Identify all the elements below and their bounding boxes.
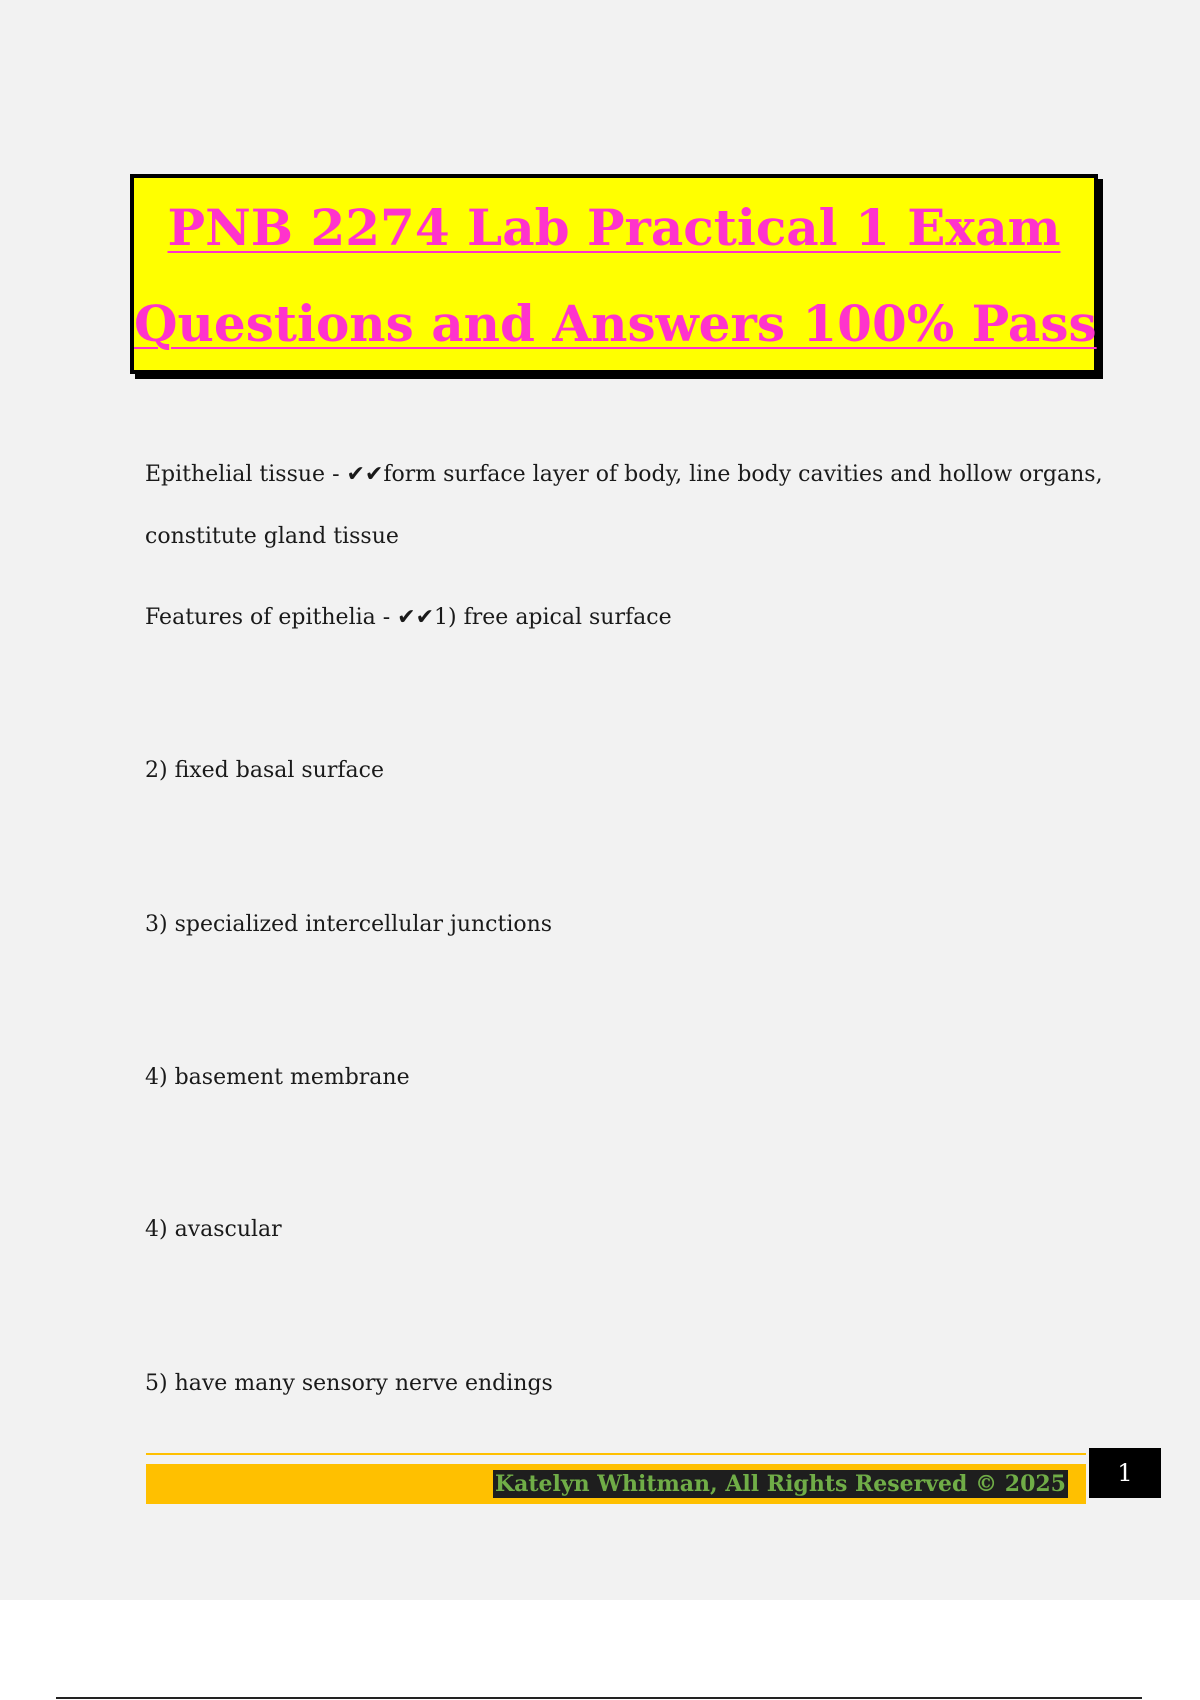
- list-item: [145, 1199, 1085, 1261]
- page-number: 1: [1089, 1448, 1161, 1498]
- title-line-1: PNB 2274 Lab Practical 1 Exam: [167, 198, 1061, 257]
- entry-text: 2) fixed basal surface: [145, 758, 384, 783]
- title-box: [130, 174, 1098, 374]
- footer-copyright: Katelyn Whitman, All Rights Reserved © 2025: [494, 1471, 1066, 1497]
- entry-text: 3) specialized intercellular junctions: [145, 912, 553, 937]
- title-line-2: Questions and Answers 100% Pass: [134, 294, 1097, 353]
- entry-text: 4) basement membrane: [145, 1065, 410, 1090]
- entry-text: constitute gland tissue: [145, 524, 399, 549]
- list-item: [145, 894, 1085, 956]
- entry-text: 4) avascular: [145, 1217, 282, 1242]
- list-item: [145, 1353, 1085, 1415]
- footer-divider: [146, 1453, 1086, 1455]
- entry-text: Epithelial tissue - ✔✔form surface layer of body, line body cavities and hollow organs,: [145, 462, 1103, 487]
- footer-bar: [146, 1464, 1086, 1504]
- qa-line: [145, 444, 1103, 506]
- list-item: [145, 740, 1085, 802]
- qa-line: [145, 587, 1085, 649]
- bottom-rule: [56, 1697, 1142, 1699]
- qa-line: [145, 506, 1085, 568]
- entry-text: Features of epithelia - ✔✔1) free apical surface: [145, 605, 672, 630]
- list-item: [145, 1047, 1085, 1109]
- entry-text: 5) have many sensory nerve endings: [145, 1371, 553, 1396]
